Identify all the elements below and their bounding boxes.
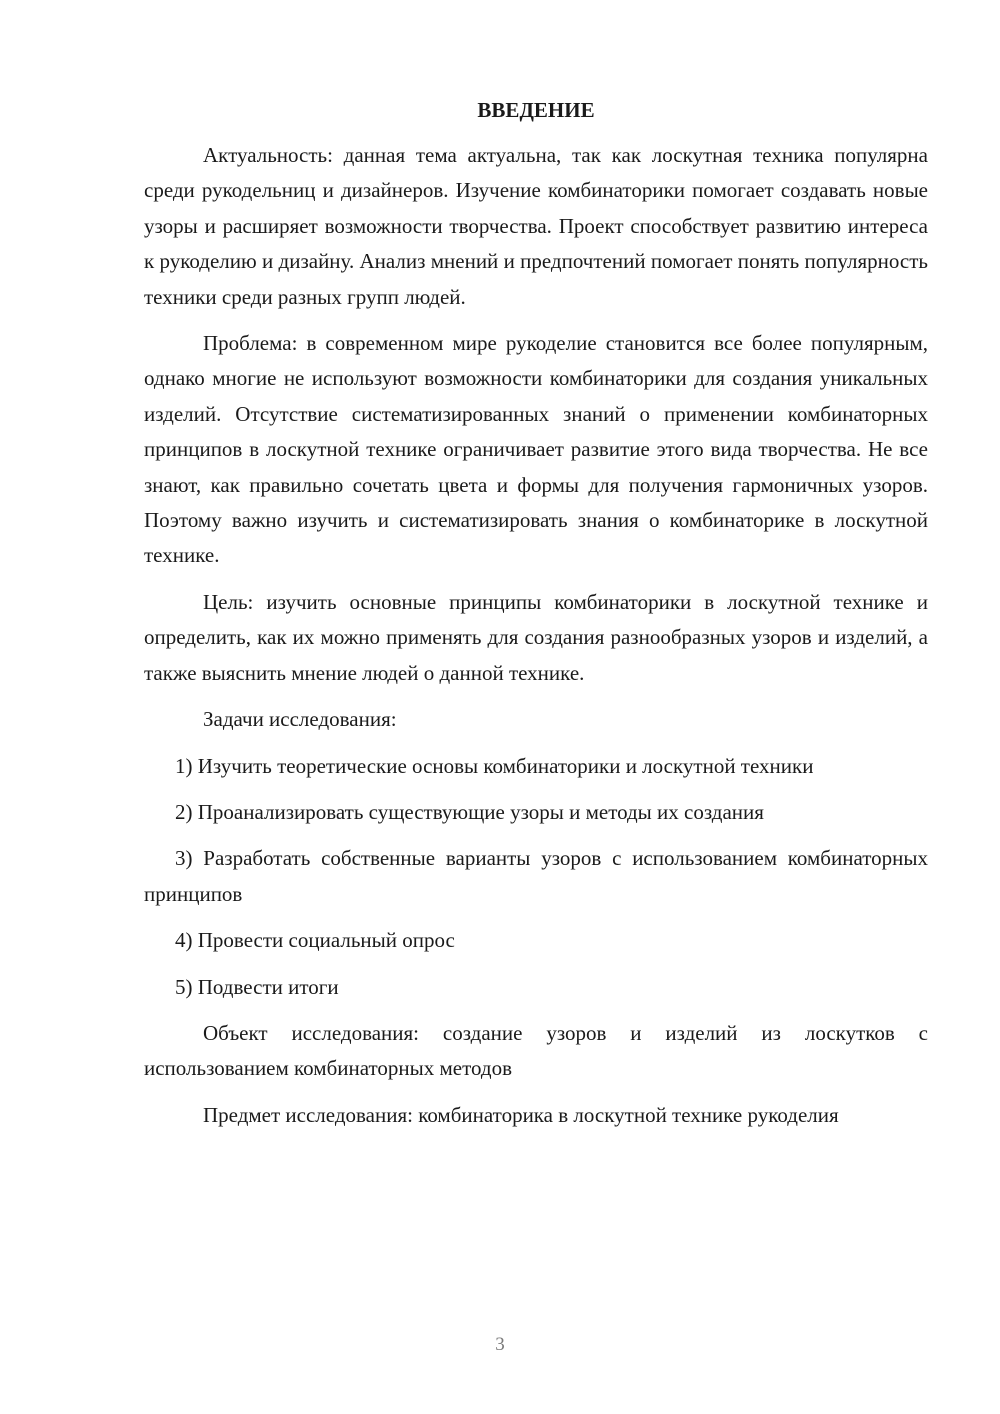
paragraph-problem: Проблема: в современном мире рукоделие становится все более популярным, однако многие не используют возможности комбинаторики для создания уникальных изделий. Отсутствие систематизированных знаний о применении комбинаторных принципов в лоскутной технике ограничивает развитие этого вида творчества. Не все знают, как правильно сочетать цвета и формы для получения гармоничных узоров. Поэтому важно изучить и систематизировать знания о комбинаторике в лоскутной технике. xyxy=(144,331,928,568)
document-page xyxy=(144,92,928,1133)
paragraph-goal: Цель: изучить основные принципы комбинаторики в лоскутной технике и определить, как их можно применять для создания разнообразных узоров и изделий, а также выяснить мнение людей о данной технике. xyxy=(144,589,928,685)
page-number: 3 xyxy=(495,1334,505,1355)
task-item-2: 2) Проанализировать существующие узоры и методы их создания xyxy=(175,799,764,824)
task-item-1: 1) Изучить теоретические основы комбинаторики и лоскутной техники xyxy=(175,753,814,778)
task-item-3: 3) Разработать собственные варианты узоров с использованием комбинаторных принципов xyxy=(144,846,928,906)
tasks-heading: Задачи исследования: xyxy=(203,707,397,732)
section-title: ВВЕДЕНИЕ xyxy=(477,98,595,122)
paragraph-relevance: Актуальность: данная тема актуальна, так как лоскутная техника популярна среди рукодельниц и дизайнеров. Изучение комбинаторики помогает создавать новые узоры и расширяет возможности творчества. Проект способствует развитию интереса к рукоделию и дизайну. Анализ мнений и предпочтений помогает понять популярность техники среди разных групп людей. xyxy=(144,143,928,309)
task-item-5: 5) Подвести итоги xyxy=(175,974,339,999)
paragraph-subject: Предмет исследования: комбинаторика в лоскутной технике рукоделия xyxy=(203,1102,839,1127)
paragraph-object: Объект исследования: создание узоров и изделий из лоскутков с использованием комбинаторных методов xyxy=(144,1020,928,1081)
task-item-4: 4) Провести социальный опрос xyxy=(175,928,455,953)
